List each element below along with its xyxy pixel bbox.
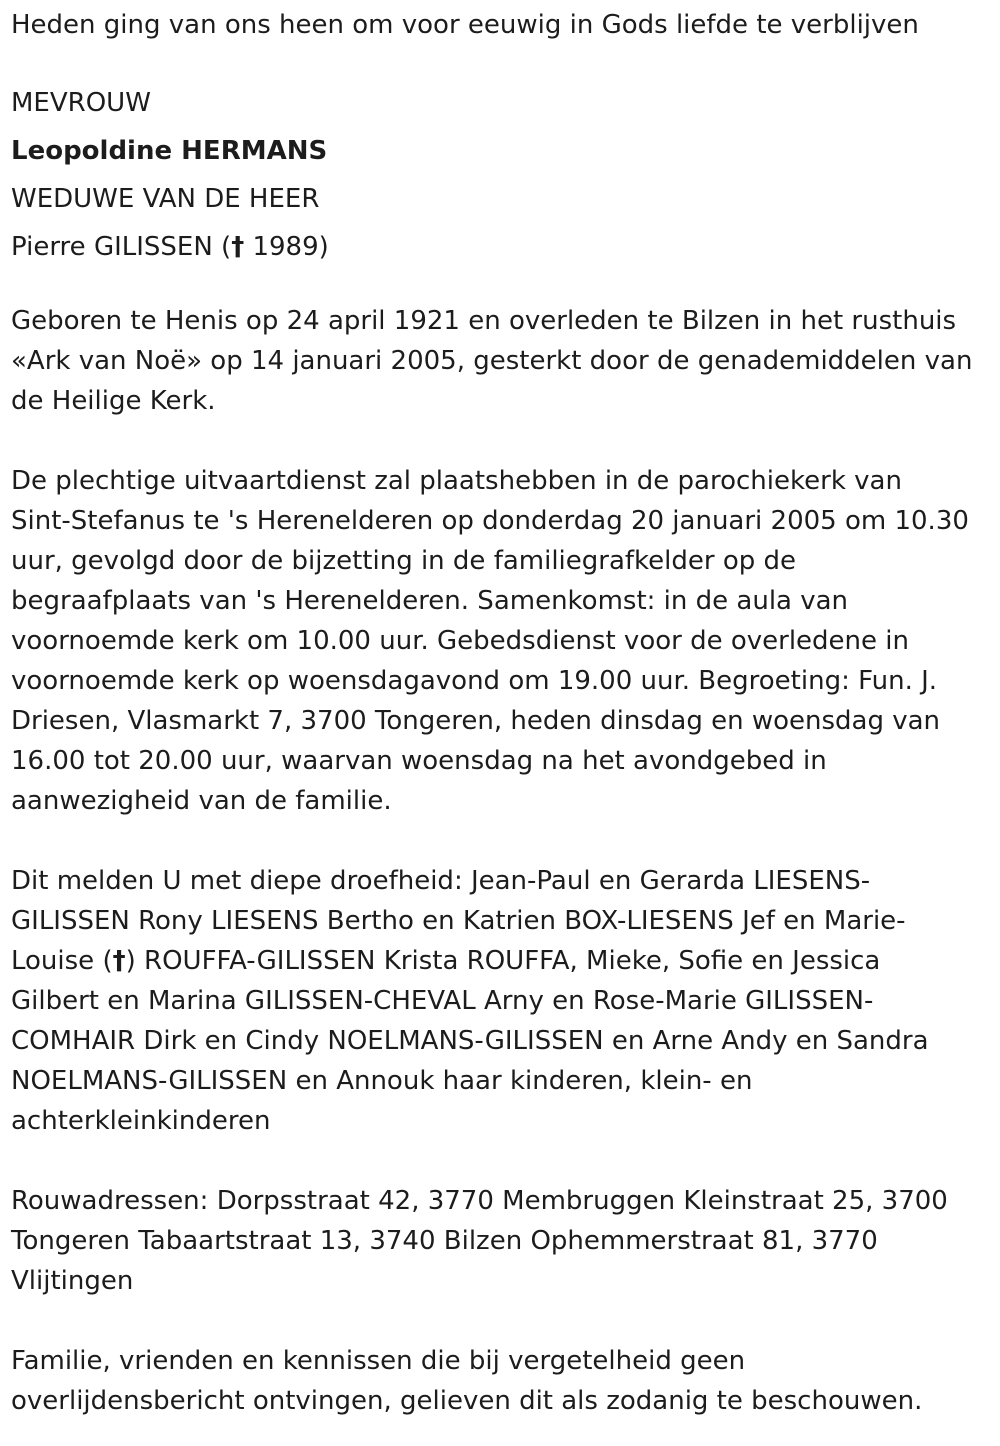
spouse-name-prefix: Pierre GILISSEN (	[11, 232, 232, 262]
family-line	[11, 941, 996, 981]
address-line: Rouwadressen: Dorpsstraat 42, 3770 Membruggen Kleinstraat 25, 3700	[11, 1186, 948, 1216]
family-line: Gilbert en Marina GILISSEN-CHEVAL Arny en Rose-Marie GILISSEN-	[11, 986, 874, 1016]
address-line: Tongeren Tabaartstraat 13, 3740 Bilzen Ophemmerstraat 81, 3770	[11, 1226, 878, 1256]
spouse-death-year: 1989)	[244, 232, 329, 262]
family-line-suffix: ) ROUFFA-GILISSEN Krista ROUFFA, Mieke, Sofie en Jessica	[125, 946, 881, 976]
funeral-line: voornoemde kerk op woensdagavond om 19.00 uur. Begroeting: Fun. J.	[11, 666, 938, 696]
closing-paragraph	[11, 1341, 996, 1421]
closing-line: Familie, vrienden en kennissen die bij vergetelheid geen	[11, 1346, 746, 1376]
funeral-line: voornoemde kerk om 10.00 uur. Gebedsdienst voor de overledene in	[11, 626, 909, 656]
funeral-line: begraafplaats van 's Herenelderen. Samenkomst: in de aula van	[11, 586, 849, 616]
family-line-prefix: Louise (	[11, 946, 113, 976]
birth-death-line: de Heilige Kerk.	[11, 386, 216, 416]
family-line: Dit melden U met diepe droefheid: Jean-Paul en Gerarda LIESENS-	[11, 866, 871, 896]
funeral-paragraph	[11, 461, 996, 821]
cross-icon: †	[112, 946, 126, 976]
birth-death-line: Geboren te Henis op 24 april 1921 en overleden te Bilzen in het rusthuis	[11, 306, 957, 336]
family-line: GILISSEN Rony LIESENS Bertho en Katrien BOX-LIESENS Jef en Marie-	[11, 906, 906, 936]
addresses-paragraph	[11, 1181, 996, 1301]
family-line: COMHAIR Dirk en Cindy NOELMANS-GILISSEN en Arne Andy en Sandra	[11, 1026, 929, 1056]
family-paragraph	[11, 861, 996, 1141]
spouse-name	[11, 223, 996, 271]
funeral-line: De plechtige uitvaartdienst zal plaatshebben in de parochiekerk van	[11, 466, 902, 496]
funeral-line: Sint-Stefanus te 's Herenelderen op donderdag 20 januari 2005 om 10.30	[11, 506, 969, 536]
funeral-line: aanwezigheid van de familie.	[11, 786, 392, 816]
deceased-name: Leopoldine HERMANS	[11, 136, 328, 166]
funeral-line: uur, gevolgd door de bijzetting in de familiegrafkelder op de	[11, 546, 797, 576]
birth-death-line: «Ark van Noë» op 14 januari 2005, gesterkt door de genademiddelen van	[11, 346, 973, 376]
widow-of-text: WEDUWE VAN DE HEER	[11, 184, 320, 214]
address-line: Vlijtingen	[11, 1266, 134, 1296]
family-line: achterkleinkinderen	[11, 1106, 271, 1136]
birth-death-paragraph	[11, 301, 996, 421]
closing-line: overlijdensbericht ontvingen, gelieven dit als zodanig te beschouwen.	[11, 1386, 923, 1416]
cross-icon: †	[231, 232, 245, 262]
funeral-line: 16.00 tot 20.00 uur, waarvan woensdag na het avondgebed in	[11, 746, 827, 776]
intro-text: Heden ging van ons heen om voor eeuwig in Gods liefde te verblijven	[11, 10, 919, 40]
family-line: NOELMANS-GILISSEN en Annouk haar kinderen, klein- en	[11, 1066, 753, 1096]
death-notice	[11, 0, 996, 1421]
funeral-line: Driesen, Vlasmarkt 7, 3700 Tongeren, heden dinsdag en woensdag van	[11, 706, 941, 736]
title-text: MEVROUW	[11, 88, 151, 118]
